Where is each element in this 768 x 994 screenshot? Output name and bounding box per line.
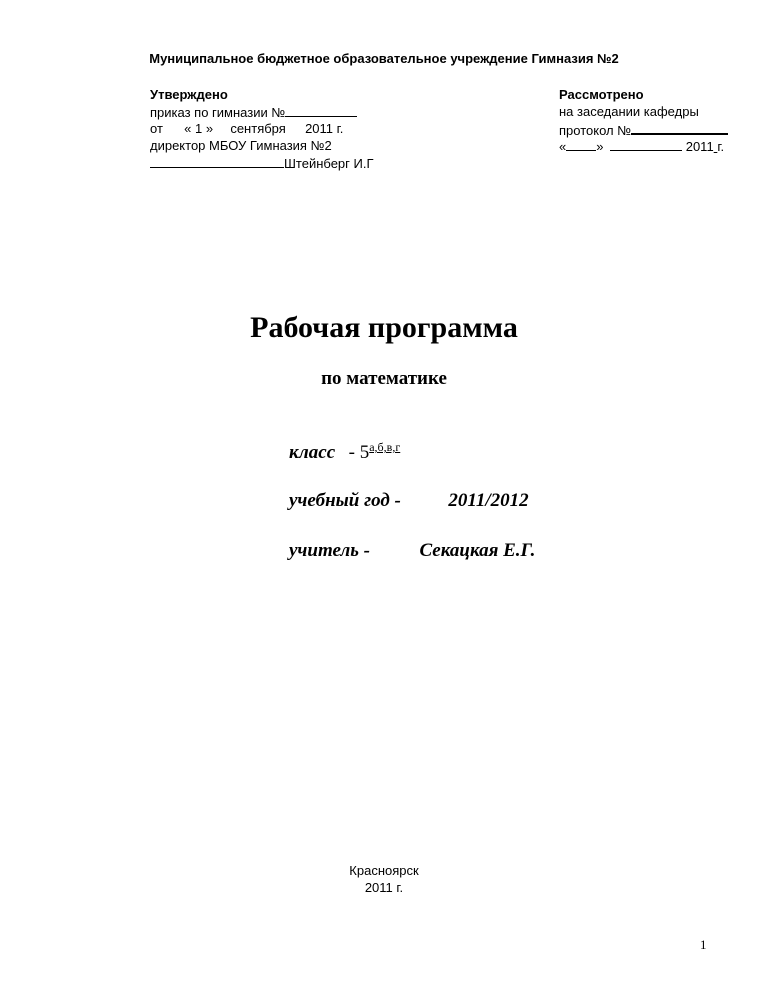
grade-value: 5 [359, 442, 370, 463]
review-year-suffix: г. [717, 139, 725, 154]
review-year: 2011 [685, 139, 714, 154]
approval-year: 2011 г. [305, 121, 344, 136]
approval-block [150, 86, 374, 171]
teacher-field [289, 540, 535, 562]
footer-year: 2011 г. [364, 880, 404, 895]
grade-dash: - [348, 442, 355, 463]
review-protocol-label: протокол № [559, 123, 632, 138]
approval-heading: Утверждено [150, 87, 228, 102]
page-number: 1 [700, 937, 707, 952]
approval-order-label: приказ по гимназии № [150, 105, 286, 120]
approval-signature-name: Штейнберг И.Г [284, 156, 374, 171]
document-title: Рабочая программа [250, 311, 518, 344]
approval-director-line: директор МБОУ Гимназия №2 [150, 138, 332, 153]
teacher-value: Секацкая Е.Г. [419, 540, 536, 561]
approval-order-line [150, 103, 374, 120]
review-meeting-line: на заседании кафедры [559, 104, 699, 119]
subject: по математике [321, 368, 447, 389]
footer-city: Красноярск [349, 863, 419, 878]
footer-place [0, 862, 768, 896]
review-date-close: » [596, 139, 604, 154]
grade-field [289, 440, 400, 464]
order-number-blank [285, 103, 357, 117]
review-date-line [559, 137, 728, 154]
grade-letters: а,б,в,г [369, 440, 401, 454]
approval-day: « 1 » [184, 121, 214, 136]
grade-label: класс [289, 442, 336, 463]
approval-month: сентября [230, 121, 286, 136]
review-month-blank [610, 137, 682, 151]
review-protocol-line [559, 120, 728, 137]
school-year-value: 2011/2012 [448, 490, 529, 511]
institution-name: Муниципальное бюджетное образовательное учреждение Гимназия №2 [149, 51, 619, 66]
review-block [559, 86, 728, 154]
review-date-open: « [559, 139, 567, 154]
review-day-blank [566, 137, 596, 151]
signature-blank [150, 154, 284, 168]
school-year-field [289, 490, 529, 512]
teacher-label: учитель - [289, 540, 370, 561]
protocol-number-blank [631, 120, 728, 135]
review-heading: Рассмотрено [559, 87, 644, 102]
approval-date-line [150, 120, 374, 137]
school-year-label: учебный год - [289, 490, 401, 511]
approval-signature-line [150, 154, 374, 171]
approval-date-prefix: от [150, 121, 163, 136]
